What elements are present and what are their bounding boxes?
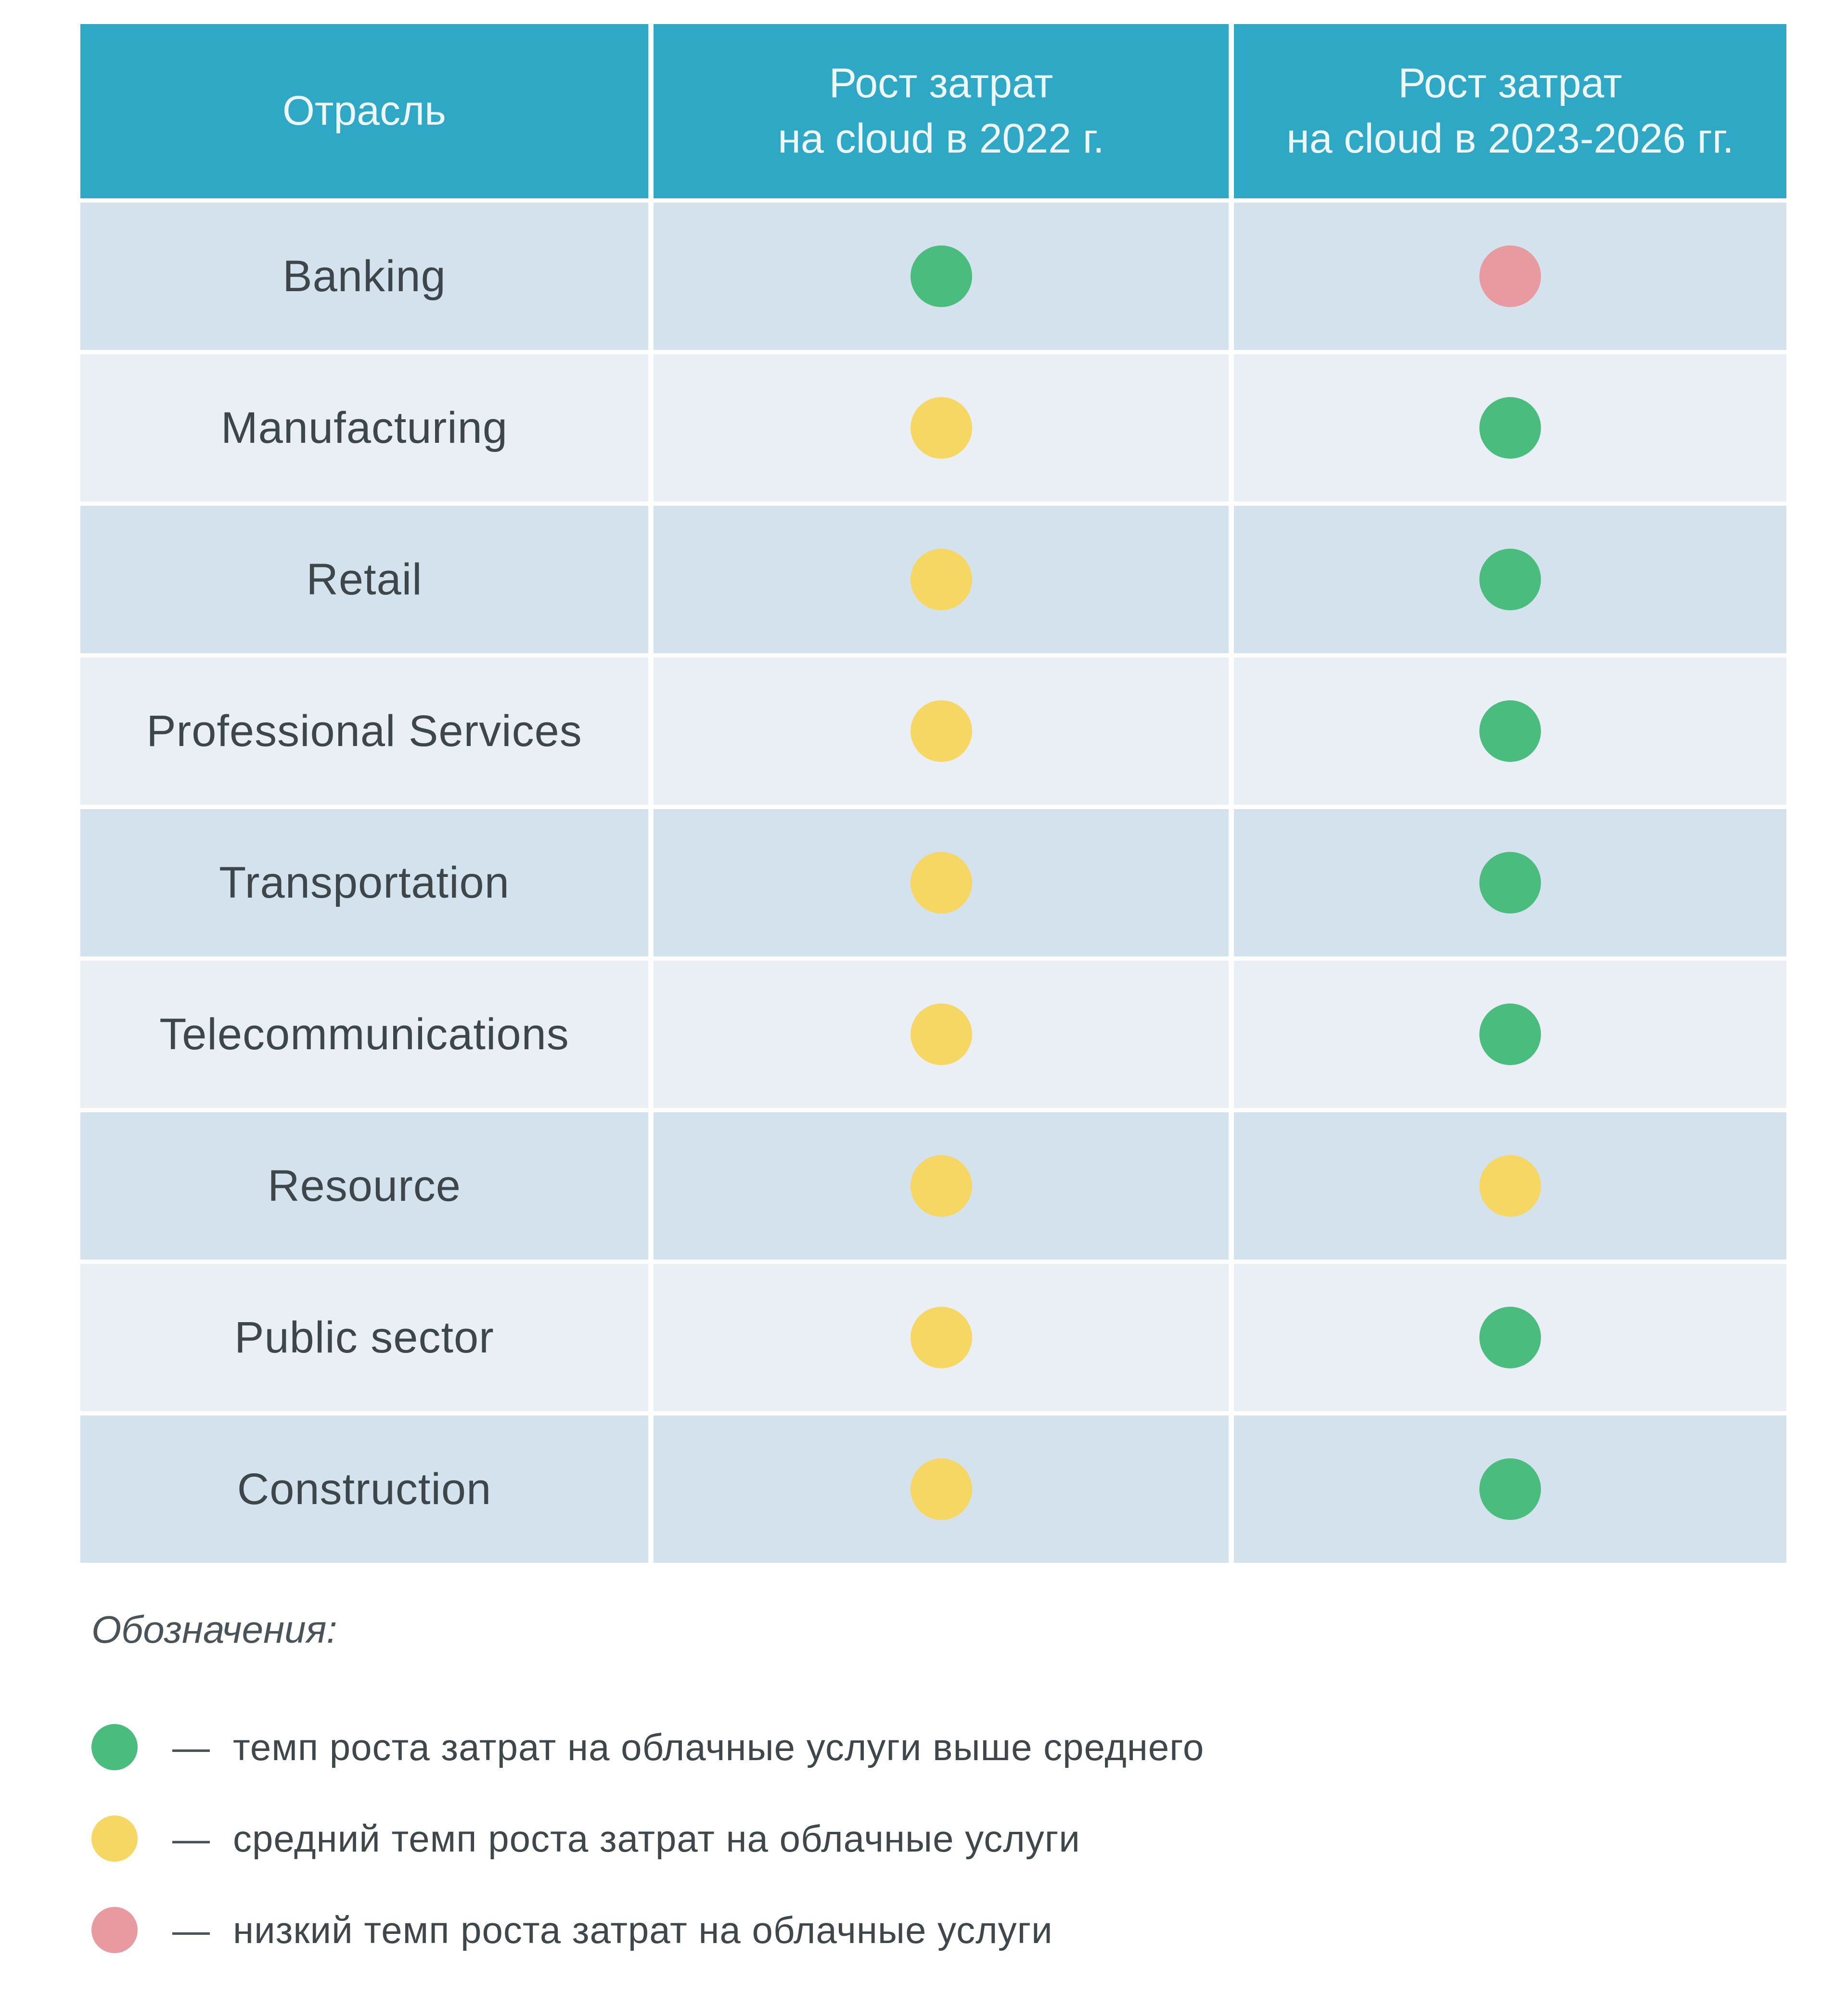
status-dot-icon [1479, 700, 1541, 762]
legend-item-text: средний темп роста затрат на облачные услуги [233, 1817, 1080, 1860]
table-row-banking [80, 203, 1786, 350]
industry-cell [80, 961, 648, 1108]
status-dot-icon [911, 1458, 972, 1520]
table-row-manufacturing [80, 354, 1786, 502]
table-row-telecommunications [80, 961, 1786, 1108]
header-growth-2023-2026-line2: на cloud в 2023-2026 гг. [1286, 116, 1734, 162]
header-growth-2022-line1: Рост затрат [829, 60, 1053, 106]
header-cell-growth-2022 [654, 24, 1229, 198]
industry-cell [80, 354, 648, 502]
table-row-professional-services [80, 657, 1786, 805]
status-dot-icon [1479, 549, 1541, 610]
table-row-public-sector [80, 1264, 1786, 1411]
status-dot-icon [1479, 852, 1541, 914]
legend-item-above-average [91, 1724, 1204, 1770]
table-header-row [80, 24, 1786, 198]
legend-item-text: темп роста затрат на облачные услуги выше среднего [233, 1725, 1205, 1768]
table-row-construction [80, 1416, 1786, 1563]
industry-label: Telecommunications [159, 1009, 569, 1059]
status-dot-icon [1479, 397, 1541, 459]
status-dot-icon [911, 1004, 972, 1065]
industry-cell [80, 657, 648, 805]
table-row-retail [80, 506, 1786, 653]
growth-2023-2026-cell [1234, 961, 1786, 1108]
growth-2023-2026-cell [1234, 1416, 1786, 1563]
growth-2023-2026-cell [1234, 809, 1786, 956]
growth-2023-2026-cell [1234, 657, 1786, 805]
header-industry-label: Отрасль [282, 88, 446, 134]
dash: — [172, 1817, 210, 1860]
industry-cell [80, 809, 648, 956]
growth-2022-cell [654, 809, 1229, 956]
industry-label: Resource [268, 1161, 461, 1210]
industry-cell [80, 203, 648, 350]
industry-label: Retail [306, 554, 423, 604]
status-dot-icon [911, 700, 972, 762]
growth-2022-cell [654, 354, 1229, 502]
industry-label: Manufacturing [221, 403, 508, 452]
status-dot-icon [911, 549, 972, 610]
header-cell-growth-2023-2026 [1234, 24, 1786, 198]
growth-2023-2026-cell [1234, 1112, 1786, 1260]
growth-2022-cell [654, 1416, 1229, 1563]
industry-cell [80, 506, 648, 653]
growth-2022-cell [654, 1264, 1229, 1411]
growth-2023-2026-cell [1234, 354, 1786, 502]
dash: — [172, 1725, 210, 1768]
growth-2023-2026-cell [1234, 203, 1786, 350]
growth-2022-cell [654, 961, 1229, 1108]
industry-label: Public sector [234, 1313, 494, 1362]
legend [91, 1608, 1204, 1995]
dash: — [172, 1908, 210, 1951]
green-dot-icon [91, 1724, 138, 1770]
legend-title: Обозначения: [91, 1608, 337, 1651]
status-dot-icon [1479, 1307, 1541, 1368]
status-dot-icon [911, 397, 972, 459]
growth-2023-2026-cell [1234, 506, 1786, 653]
industry-label: Transportation [219, 858, 510, 907]
yellow-dot-icon [91, 1815, 138, 1862]
status-dot-icon [1479, 245, 1541, 307]
header-growth-2022-line2: на cloud в 2022 г. [778, 116, 1104, 162]
status-dot-icon [911, 852, 972, 914]
status-dot-icon [1479, 1004, 1541, 1065]
growth-2023-2026-cell [1234, 1264, 1786, 1411]
industry-label: Professional Services [146, 706, 582, 756]
cloud-growth-table [80, 24, 1786, 1567]
industry-label: Construction [237, 1464, 492, 1514]
growth-2022-cell [654, 657, 1229, 805]
status-dot-icon [911, 245, 972, 307]
status-dot-icon [1479, 1458, 1541, 1520]
industry-cell [80, 1416, 648, 1563]
status-dot-icon [911, 1307, 972, 1368]
growth-2022-cell [654, 506, 1229, 653]
status-dot-icon [911, 1155, 972, 1217]
industry-cell [80, 1112, 648, 1260]
table-row-resource [80, 1112, 1786, 1260]
header-growth-2023-2026-line1: Рост затрат [1398, 60, 1622, 106]
legend-item-text: низкий темп роста затрат на облачные услуги [233, 1908, 1053, 1951]
growth-2022-cell [654, 203, 1229, 350]
legend-item-average [91, 1815, 1204, 1862]
table-row-transportation [80, 809, 1786, 956]
growth-2022-cell [654, 1112, 1229, 1260]
header-cell-industry [80, 24, 648, 198]
industry-label: Banking [282, 251, 446, 301]
pink-dot-icon [91, 1907, 138, 1953]
industry-cell [80, 1264, 648, 1411]
status-dot-icon [1479, 1155, 1541, 1217]
legend-item-low [91, 1907, 1204, 1953]
